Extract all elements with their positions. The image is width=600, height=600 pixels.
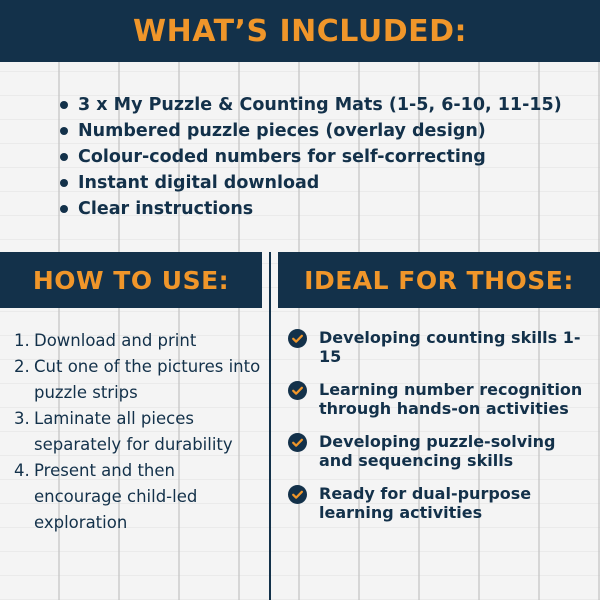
ideal-item-text: Developing puzzle-solving and sequencing skills [319,432,556,470]
step-number: 2. [14,357,30,376]
check-circle-icon [288,485,307,504]
ideal-item-text: Developing counting skills 1-15 [319,328,581,366]
list-item [14,328,264,354]
bullet-dot-icon [60,179,68,187]
list-item [60,92,562,118]
list-item [288,432,593,470]
list-item [14,354,264,406]
check-circle-icon [288,381,307,400]
step-text: Present and then encourage child-led exploration [34,461,198,532]
list-item [14,458,264,536]
step-text: Cut one of the pictures into puzzle strips [34,357,261,402]
whats-included-banner [0,0,600,62]
column-divider [269,252,271,600]
bullet-dot-icon [60,101,68,109]
included-item-text: Colour-coded numbers for self-correcting [78,147,486,167]
whats-included-title: WHAT’S INCLUDED: [133,13,467,49]
list-item [60,196,562,222]
step-number: 3. [14,409,30,428]
list-item [60,118,562,144]
list-item [288,484,593,522]
included-item-text: Instant digital download [78,173,320,193]
bullet-dot-icon [60,127,68,135]
list-item [60,170,562,196]
ideal-for-title: IDEAL FOR THOSE: [304,265,574,295]
step-text: Download and print [34,331,197,350]
step-text: Laminate all pieces separately for durability [34,409,233,454]
check-circle-icon [288,329,307,348]
ideal-item-text: Ready for dual-purpose learning activities [319,484,532,522]
included-item-text: Clear instructions [78,199,254,219]
check-circle-icon [288,433,307,452]
list-item [288,380,593,418]
how-to-use-steps [14,328,264,536]
included-item-text: 3 x My Puzzle & Counting Mats (1-5, 6-10, 11-15) [78,95,562,115]
ideal-for-banner [278,252,600,308]
ideal-for-list [288,328,593,536]
included-list [60,92,562,222]
list-item [14,406,264,458]
list-item [60,144,562,170]
list-item [288,328,593,366]
step-number: 4. [14,461,30,480]
included-item-text: Numbered puzzle pieces (overlay design) [78,121,486,141]
how-to-use-banner [0,252,262,308]
bullet-dot-icon [60,205,68,213]
bullet-dot-icon [60,153,68,161]
ideal-item-text: Learning number recognition through hands-on activities [319,380,583,418]
how-to-use-title: HOW TO USE: [32,265,230,295]
step-number: 1. [14,331,30,350]
